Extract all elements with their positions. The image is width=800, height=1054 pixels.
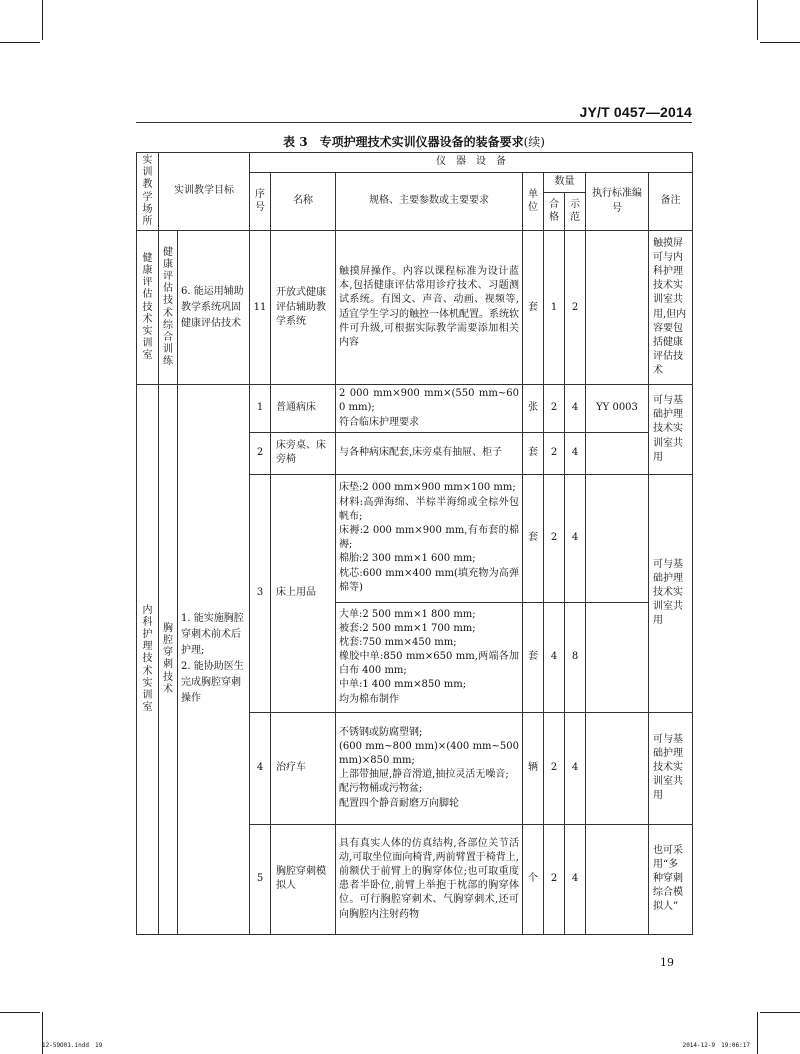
unit-cell: 套 — [523, 474, 544, 602]
unit-cell: 套 — [523, 432, 544, 474]
seq-cell: 1 — [250, 385, 271, 433]
table-row — [137, 385, 693, 433]
header-note: 备注 — [649, 173, 693, 231]
demo-cell: 4 — [565, 432, 586, 474]
table-row — [137, 231, 693, 385]
spec-line: 2 000 mm×900 mm×(550 mm~600 mm); — [339, 388, 519, 414]
goal-cell — [178, 385, 250, 935]
goal-cell — [178, 231, 250, 385]
note-cell: 可与基础护理技术实训室共用 — [649, 474, 693, 712]
spec-line: 被套:2 500 mm×1 700 mm; — [339, 622, 476, 634]
standard-cell — [586, 824, 649, 934]
unit-cell: 套 — [523, 231, 544, 385]
seq-cell: 4 — [250, 712, 271, 824]
goal-line: 2. 能协助医生完成胸腔穿刺操作 — [181, 661, 244, 705]
spec-cell — [336, 602, 523, 712]
standard-cell — [586, 602, 649, 712]
seq-cell: 2 — [250, 432, 271, 474]
together-cell: 4 — [544, 602, 565, 712]
goal-line: 1. 能实施胸腔穿刺术前术后护理; — [181, 613, 244, 657]
unit-cell: 个 — [523, 824, 544, 934]
spec-cell — [336, 824, 523, 934]
crop-mark — [757, 1012, 758, 1054]
header-qty-demo: 示 范 — [565, 193, 586, 231]
table-title — [136, 133, 692, 150]
demo-cell: 2 — [565, 231, 586, 385]
spec-cell — [336, 712, 523, 824]
name-cell: 胸腔穿刺模拟人 — [271, 824, 336, 934]
header-seq: 序 号 — [250, 173, 271, 231]
standard-code: JY/T 0457—2014 — [579, 104, 692, 120]
standard-cell — [586, 474, 649, 602]
name-cell: 开放式健康评估辅助教学系统 — [271, 231, 336, 385]
crop-mark — [0, 42, 40, 43]
crop-mark — [760, 1012, 800, 1013]
spec-line: 材料:高弹海绵、半棕半海绵或全棕外包帆布; — [339, 496, 519, 522]
spec-line: 上部带抽屉,静音滑道,抽拉灵活无噪音; — [339, 769, 509, 781]
spec-cell — [336, 385, 523, 433]
header-rule — [136, 122, 692, 123]
spec-line: 枕套:750 mm×450 mm; — [339, 636, 457, 648]
spec-line: 均为棉布制作 — [339, 693, 399, 705]
sub-topic-cell: 胸 腔 穿 刺 技 术 — [159, 385, 178, 935]
header-qty-together: 合 格 — [544, 193, 565, 231]
goal-line: 6. 能运用辅助教学系统巩固健康评估技术 — [181, 285, 244, 329]
footer-timestamp: 2014-12-9 19:06:17 — [682, 1042, 750, 1049]
crop-mark — [757, 0, 758, 40]
spec-line: 床褥:2 000 mm×900 mm,有布套的棉褥; — [339, 525, 519, 551]
header-place: 实 训 教 学 场 所 — [137, 153, 159, 231]
place-cell: 健 康 评 估 技 术 实 训 室 — [137, 231, 159, 385]
together-cell: 2 — [544, 474, 565, 602]
standard-cell: YY 0003 — [586, 385, 649, 433]
header-standard: 执行标准编号 — [586, 173, 649, 231]
crop-mark — [0, 1012, 40, 1013]
unit-cell: 张 — [523, 385, 544, 433]
name-cell: 治疗车 — [271, 712, 336, 824]
spec-line: 符合临床护理要求 — [339, 416, 419, 428]
header-equipment: 仪 器 设 备 — [250, 153, 693, 173]
together-cell: 2 — [544, 385, 565, 433]
equipment-table — [136, 152, 693, 935]
spec-cell — [336, 231, 523, 385]
standard-cell — [586, 432, 649, 474]
crop-mark — [42, 0, 43, 40]
demo-cell: 4 — [565, 385, 586, 433]
spec-line: 橡胶中单:850 mm×650 mm,两端各加白布 400 mm; — [339, 651, 519, 677]
spec-line: 棉胎:2 300 mm×1 600 mm; — [339, 553, 476, 565]
spec-line: 触摸屏操作。内容以课程标准为设计蓝本,包括健康评估常用诊疗技术、习题测试系统。有图文、声音、动画、视频等,适宜学生学习的触控一体机配置。系统软件可升级,可根据实际教学需要添加相关内容 — [339, 266, 519, 348]
table-title-main: 表 3 专项护理技术实训仪器设备的装备要求 — [283, 135, 524, 149]
together-cell: 1 — [544, 231, 565, 385]
header-name: 名称 — [271, 173, 336, 231]
footer-file: 12-59O01.indd 19 — [42, 1042, 103, 1049]
demo-cell: 4 — [565, 474, 586, 602]
name-cell: 床旁桌、床旁椅 — [271, 432, 336, 474]
spec-cell — [336, 432, 523, 474]
note-cell: 可与基础护理技术实训室共用 — [649, 385, 693, 475]
together-cell: 2 — [544, 824, 565, 934]
standard-cell — [586, 231, 649, 385]
note-cell: 也可采用“多种穿刺综合模拟人” — [649, 824, 693, 934]
together-cell: 2 — [544, 432, 565, 474]
header-spec: 规格、主要参数或主要要求 — [336, 173, 523, 231]
spec-line: 大单:2 500 mm×1 800 mm; — [339, 608, 476, 620]
note-cell: 可与基础护理技术实训室共用 — [649, 712, 693, 824]
header-goal: 实训教学目标 — [159, 153, 250, 231]
seq-cell: 3 — [250, 474, 271, 712]
unit-cell: 套 — [523, 602, 544, 712]
name-cell: 床上用品 — [271, 474, 336, 712]
note-cell: 触摸屏可与内科护理技术实训室共用,但内容要包括健康评估技术 — [649, 231, 693, 385]
place-cell: 内 科 护 理 技 术 实 训 室 — [137, 385, 159, 935]
demo-cell: 8 — [565, 602, 586, 712]
table-title-cont: (续) — [523, 135, 545, 149]
spec-line: 不锈钢或防腐塑钢; — [339, 726, 423, 738]
header-unit: 单 位 — [523, 173, 544, 231]
sub-topic-cell: 健 康 评 估 技 术 综 合 训 练 — [159, 231, 178, 385]
name-cell: 普通病床 — [271, 385, 336, 433]
spec-line: 配污物桶或污物盆; — [339, 783, 423, 795]
spec-line: 枕芯:600 mm×400 mm(填充物为高弹棉等) — [339, 567, 519, 593]
page-number: 19 — [660, 956, 674, 969]
crop-mark — [760, 42, 800, 43]
header-qty: 数量 — [544, 173, 586, 193]
spec-line: (600 mm~800 mm)×(400 mm~500 mm)×850 mm; — [339, 740, 519, 766]
spec-cell — [336, 474, 523, 602]
together-cell: 2 — [544, 712, 565, 824]
spec-line: 具有真实人体的仿真结构,各部位关节活动,可取坐位面向椅背,两前臂置于椅背上,前额伏于前臂上的胸穿体位;也可取重度患者半卧位,前臂上举抱于枕部的胸穿体位。可行胸腔穿刺术、气胸穿刺术,还可向胸腔内注射药物 — [339, 837, 519, 920]
seq-cell: 11 — [250, 231, 271, 385]
demo-cell: 4 — [565, 712, 586, 824]
standard-cell — [586, 712, 649, 824]
spec-line: 与各种病床配套,床旁桌有抽屉、柜子 — [339, 447, 503, 459]
spec-line: 中单:1 400 mm×850 mm; — [339, 679, 467, 691]
spec-line: 配置四个静音耐磨万向脚轮 — [339, 797, 459, 809]
demo-cell: 4 — [565, 824, 586, 934]
spec-line: 床垫:2 000 mm×900 mm×100 mm; — [339, 482, 516, 494]
seq-cell: 5 — [250, 824, 271, 934]
unit-cell: 辆 — [523, 712, 544, 824]
